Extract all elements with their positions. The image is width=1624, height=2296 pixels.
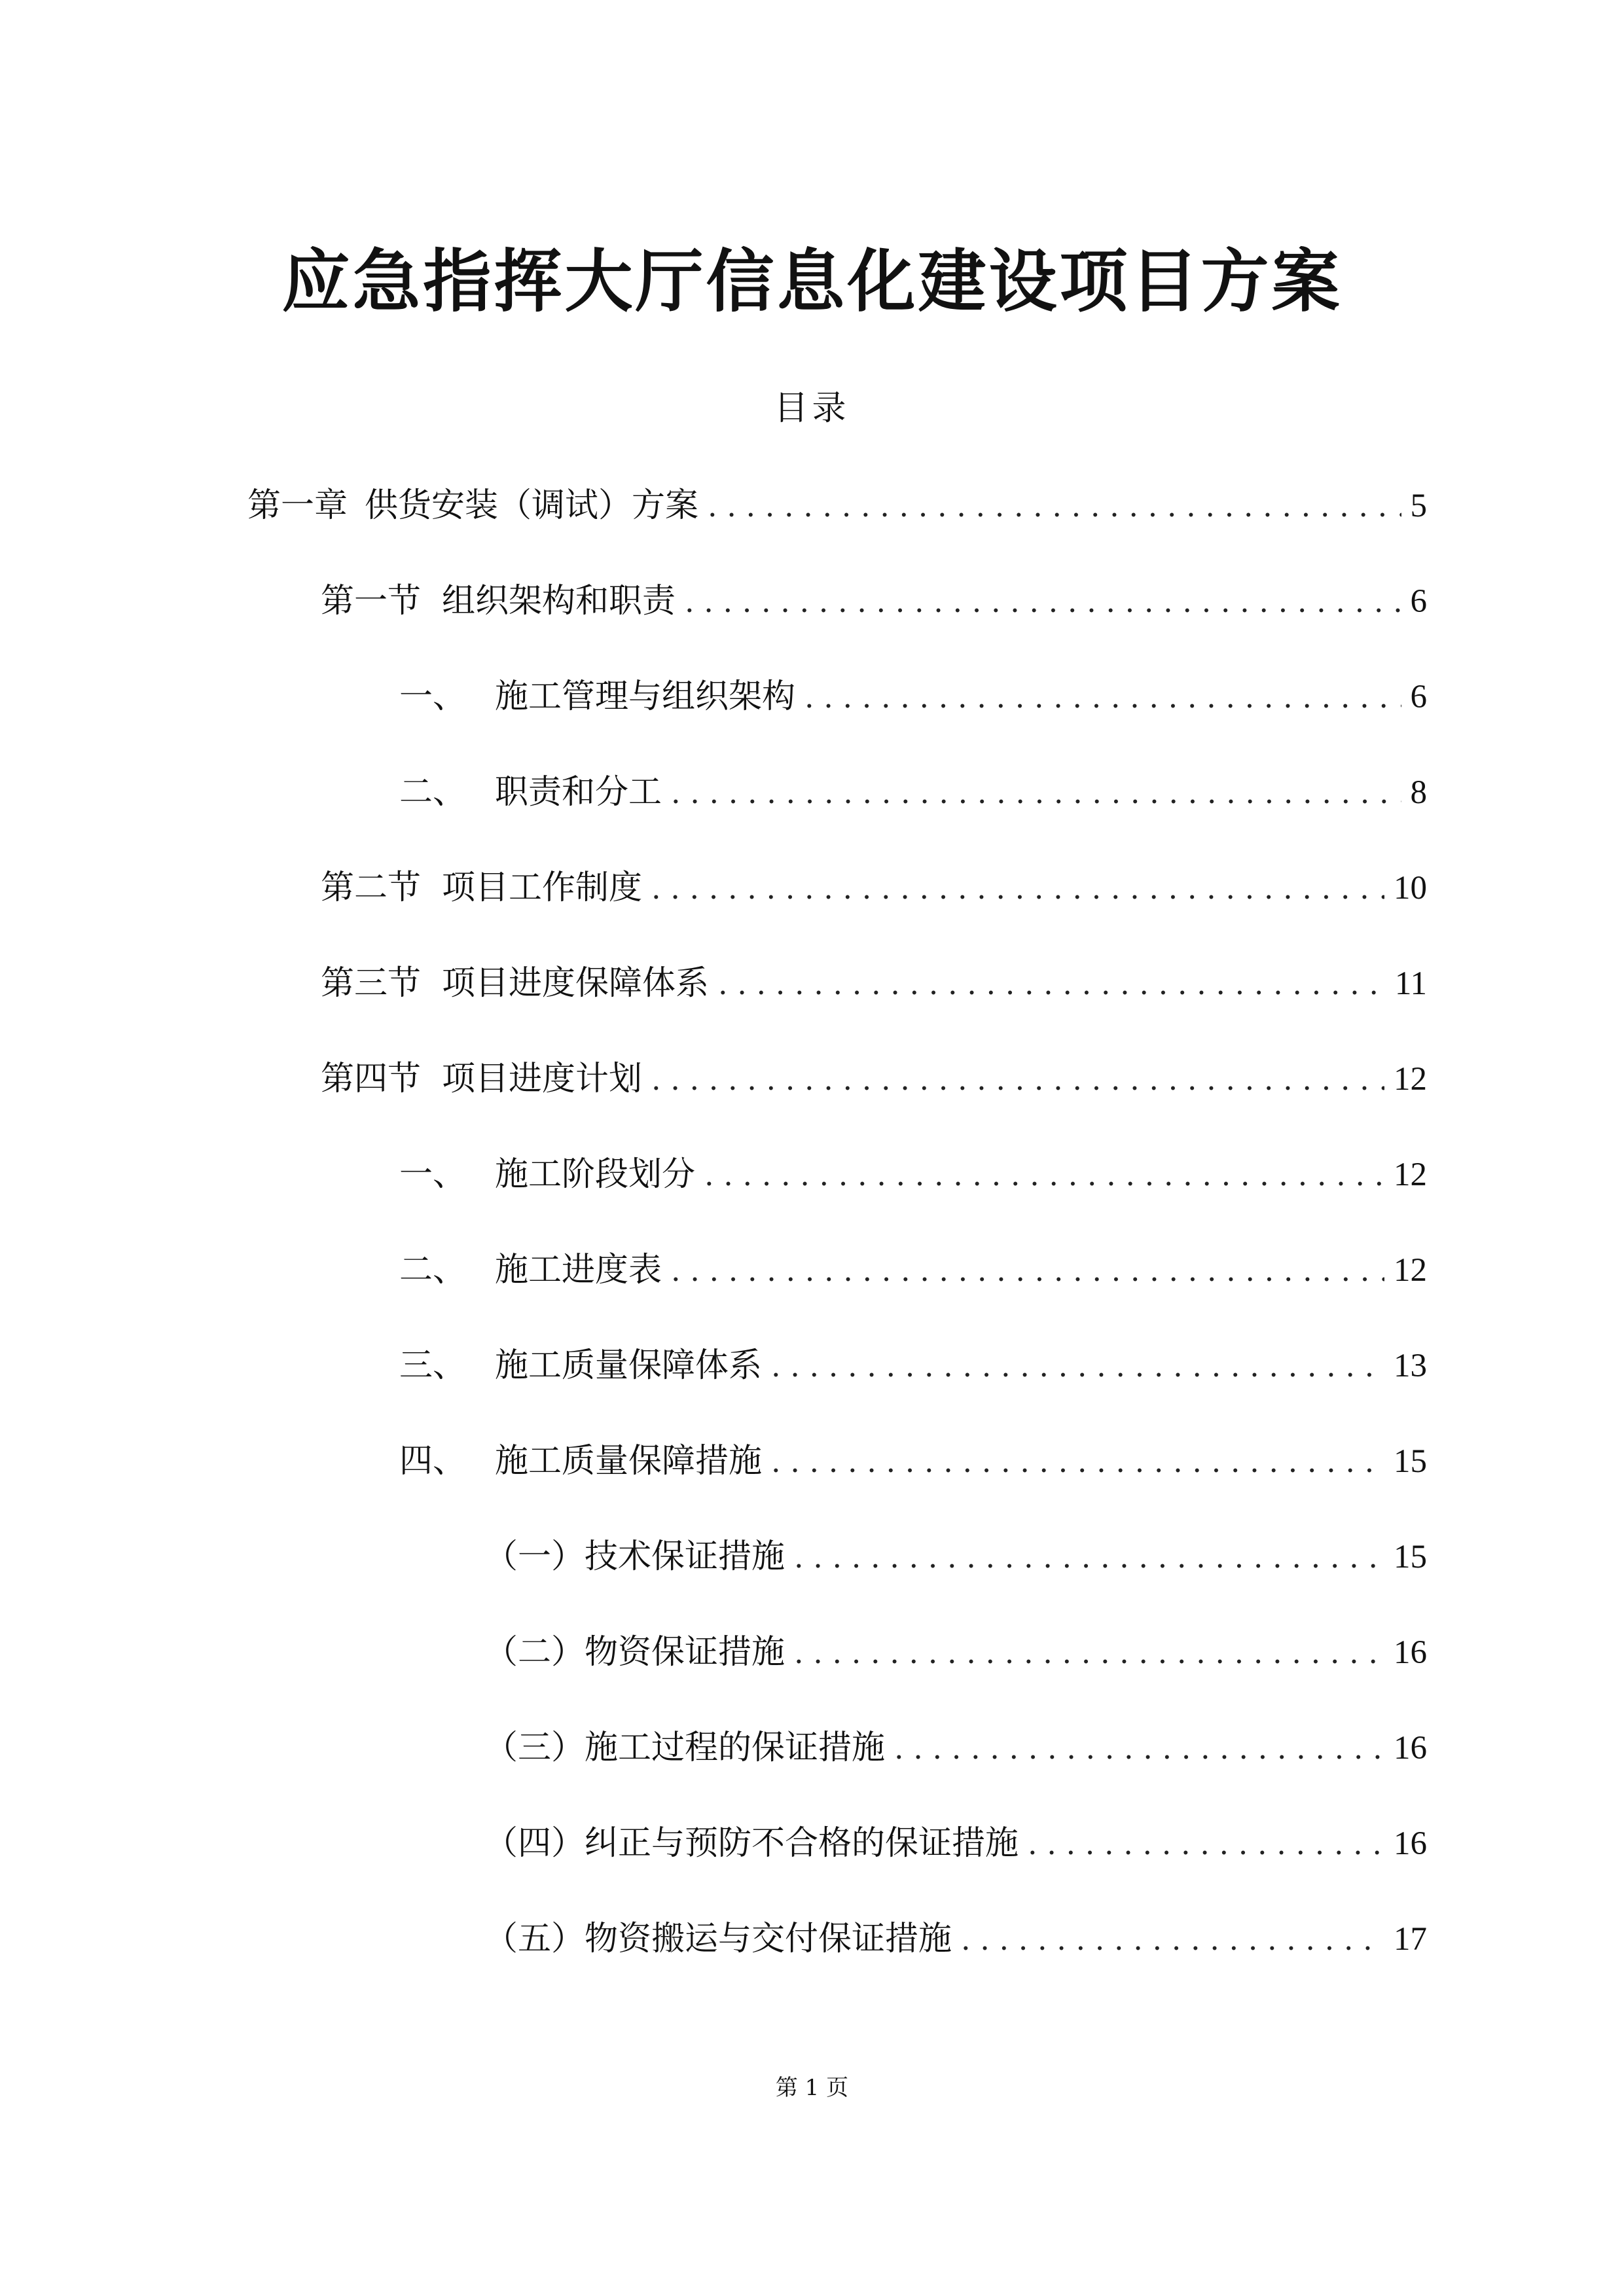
toc-entry-item[interactable] xyxy=(484,1821,1427,1867)
dot-leader xyxy=(671,1247,1384,1293)
toc-entry-subsection[interactable] xyxy=(399,1439,1427,1484)
toc-entry-chapter-1[interactable] xyxy=(247,483,1427,529)
toc-entry-number: （三） xyxy=(484,1729,585,1767)
dot-leader xyxy=(894,1725,1384,1771)
toc-entry-number: 二、 xyxy=(399,773,467,812)
toc-entry-number: 第三节 xyxy=(321,964,422,1003)
toc-entry-title: 施工管理与组织架构 xyxy=(495,677,796,716)
toc-entry-item[interactable] xyxy=(484,1630,1427,1676)
toc-entry-number: （一） xyxy=(484,1537,585,1576)
toc-entry-section[interactable] xyxy=(321,961,1427,1007)
toc-entry-subsection[interactable] xyxy=(399,674,1427,720)
toc-entry-page: 16 xyxy=(1394,1730,1427,1767)
dot-leader xyxy=(794,1630,1384,1676)
toc-entry-item[interactable] xyxy=(484,1916,1427,1962)
toc-entry-page: 6 xyxy=(1410,583,1427,620)
toc-entry-page: 5 xyxy=(1410,488,1427,524)
toc-entry-number: 一、 xyxy=(399,677,467,716)
toc-entry-title: 施工阶段划分 xyxy=(495,1155,696,1194)
toc-entry-title: 供货安装（调试）方案 xyxy=(365,486,699,525)
dot-leader xyxy=(651,1056,1384,1102)
toc-entry-page: 6 xyxy=(1410,679,1427,715)
toc-entry-number: 三、 xyxy=(399,1346,467,1385)
toc-entry-title: 组织架构和职责 xyxy=(442,582,676,620)
toc-entry-title: 物资搬运与交付保证措施 xyxy=(585,1920,952,1958)
toc-entry-item[interactable] xyxy=(484,1534,1427,1580)
toc-entry-title: 纠正与预防不合格的保证措施 xyxy=(585,1824,1019,1863)
toc-heading: 目录 xyxy=(774,389,850,428)
toc-entry-page: 12 xyxy=(1394,1157,1427,1193)
dot-leader xyxy=(718,961,1386,1007)
dot-leader xyxy=(804,674,1401,720)
dot-leader xyxy=(708,483,1401,529)
toc-entry-title: 项目进度计划 xyxy=(442,1060,643,1098)
toc-entry-number: 第一节 xyxy=(321,582,422,620)
toc-entry-section[interactable] xyxy=(321,865,1427,911)
toc-entry-title: 技术保证措施 xyxy=(585,1537,785,1576)
dot-leader xyxy=(685,579,1401,624)
toc-entry-title: 项目工作制度 xyxy=(442,869,643,907)
dot-leader xyxy=(671,770,1401,816)
toc-entry-section[interactable] xyxy=(321,579,1427,624)
dot-leader xyxy=(1028,1821,1384,1867)
toc-entry-page: 10 xyxy=(1394,870,1427,906)
toc-entry-title: 施工过程的保证措施 xyxy=(585,1729,886,1767)
toc-entry-title: 职责和分工 xyxy=(495,773,662,812)
toc-entry-subsection[interactable] xyxy=(399,1152,1427,1198)
toc-entry-number: 第一章 xyxy=(247,486,348,525)
toc-entry-title: 施工质量保障体系 xyxy=(495,1346,763,1385)
toc-entry-page: 15 xyxy=(1394,1443,1427,1480)
toc-entry-subsection[interactable] xyxy=(399,1343,1427,1389)
toc-entry-item[interactable] xyxy=(484,1725,1427,1771)
dot-leader xyxy=(771,1343,1384,1389)
toc-entry-number: 四、 xyxy=(399,1442,467,1480)
toc-entry-title: 施工质量保障措施 xyxy=(495,1442,763,1480)
toc-entry-page: 16 xyxy=(1394,1825,1427,1862)
dot-leader xyxy=(704,1152,1384,1198)
toc-entry-page: 16 xyxy=(1394,1634,1427,1671)
toc-entry-number: 二、 xyxy=(399,1251,467,1289)
toc-entry-section[interactable] xyxy=(321,1056,1427,1102)
dot-leader xyxy=(794,1534,1384,1580)
dot-leader xyxy=(771,1439,1384,1484)
toc-entry-page: 17 xyxy=(1394,1921,1427,1958)
dot-leader xyxy=(961,1916,1384,1962)
toc-entry-number: （四） xyxy=(484,1824,585,1863)
toc-entry-subsection[interactable] xyxy=(399,770,1427,816)
toc-entry-page: 12 xyxy=(1394,1061,1427,1098)
toc-entry-page: 12 xyxy=(1394,1252,1427,1289)
toc-entry-number: 一、 xyxy=(399,1155,467,1194)
toc-entry-page: 13 xyxy=(1394,1348,1427,1384)
toc-entry-page: 8 xyxy=(1410,774,1427,811)
toc-entry-page: 11 xyxy=(1394,965,1427,1002)
toc-entry-number: 第四节 xyxy=(321,1060,422,1098)
toc-entry-number: 第二节 xyxy=(321,869,422,907)
toc-entry-number: （五） xyxy=(484,1920,585,1958)
toc-entry-page: 15 xyxy=(1394,1539,1427,1575)
toc-entry-title: 项目进度保障体系 xyxy=(442,964,710,1003)
toc-entry-subsection[interactable] xyxy=(399,1247,1427,1293)
dot-leader xyxy=(651,865,1384,911)
toc-entry-title: 物资保证措施 xyxy=(585,1633,785,1672)
document-title: 应急指挥大厅信息化建设项目方案 xyxy=(281,241,1343,321)
toc-entry-number: （二） xyxy=(484,1633,585,1672)
toc-entry-title: 施工进度表 xyxy=(495,1251,662,1289)
page-number-footer: 第 1 页 xyxy=(775,2075,849,2101)
